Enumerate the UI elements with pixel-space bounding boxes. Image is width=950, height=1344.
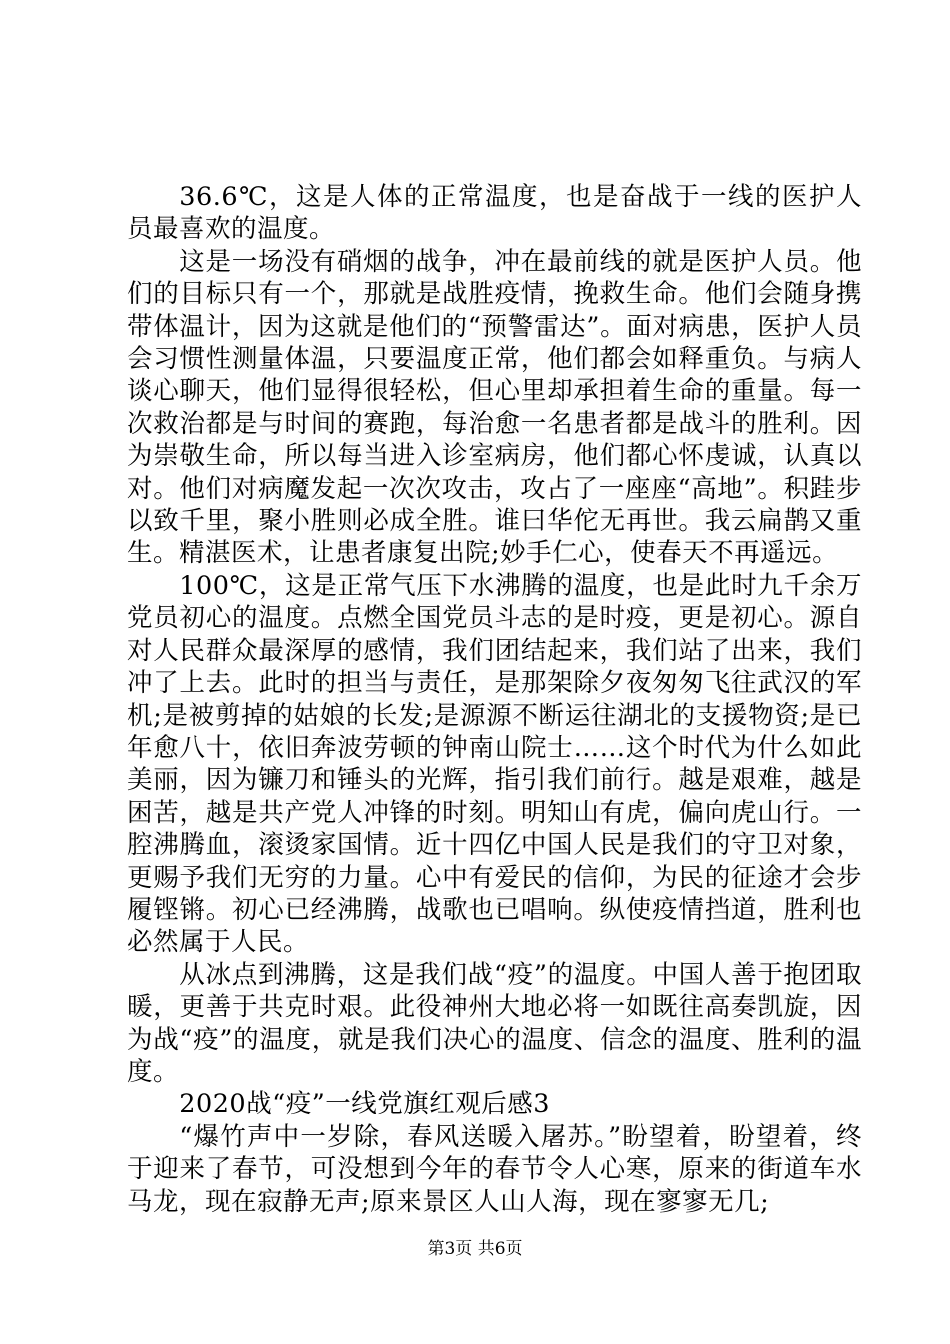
paragraph-normal-temperature: 36.6℃，这是人体的正常温度，也是奋战于一线的医护人员最喜欢的温度。 <box>127 182 862 245</box>
document-body <box>127 181 862 1218</box>
section-heading: 2020战“疫”一线党旗红观后感3 <box>179 1089 550 1120</box>
paragraph-spring-festival: “爆竹声中一岁除，春风送暖入屠苏。”盼望着，盼望着，终于迎来了春节，可没想到今年的春节令人心寒，原来的街道车水马龙，现在寂静无声;原来景区人山人海，现在寥寥无几; <box>127 1121 862 1217</box>
paragraph-boiling-point: 100℃，这是正常气压下水沸腾的温度，也是此时九千余万党员初心的温度。点燃全国党员斗志的是时疫，更是初心。源自对人民群众最深厚的感情，我们团结起来，我们站了出来，我们冲了上去。此时的担当与责任，是那架除夕夜匆匆飞往武汉的军机;是被剪掉的姑娘的长发;是源源不断运往湖北的支援物资;是已年愈八十，依旧奔波劳顿的钟南山院士……这个时代为什么如此美丽，因为镰刀和锤头的光辉，指引我们前行。越是艰难，越是困苦，越是共产党人冲锋的时刻。明知山有虎，偏向虎山行。一腔沸腾血，滚烫家国情。近十四亿中国人民是我们的守卫对象，更赐予我们无穷的力量。心中有爱民的信仰，为民的征途才会步履铿锵。初心已经沸腾，战歌也已唱响。纵使疫情挡道，胜利也必然属于人民。 <box>127 570 862 958</box>
paragraph-medical-staff: 这是一场没有硝烟的战争，冲在最前线的就是医护人员。他们的目标只有一个，那就是战胜疫情，挽救生命。他们会随身携带体温计，因为这就是他们的“预警雷达”。面对病患，医护人员会习惯性测量体温，只要温度正常，他们都会如释重负。与病人谈心聊天，他们显得很轻松，但心里却承担着生命的重量。每一次救治都是与时间的赛跑，每治愈一名患者都是战斗的胜利。因为崇敬生命，所以每当进入诊室病房，他们都心怀虔诚，认真以对。他们对病魔发起一次次攻击，攻占了一座座“高地”。积跬步以致千里，聚小胜则必成全胜。谁曰华佗无再世。我云扁鹊又重生。精湛医术，让患者康复出院;妙手仁心，使春天不再遥远。 <box>127 246 862 569</box>
paragraph-from-freezing-to-boiling: 从冰点到沸腾，这是我们战“疫”的温度。中国人善于抱团取暖，更善于共克时艰。此役神州大地必将一如既往高奏凯旋，因为战“疫”的温度，就是我们决心的温度、信念的温度、胜利的温度。 <box>127 959 862 1087</box>
page-number-footer: 第3页 共6页 <box>427 1239 523 1259</box>
